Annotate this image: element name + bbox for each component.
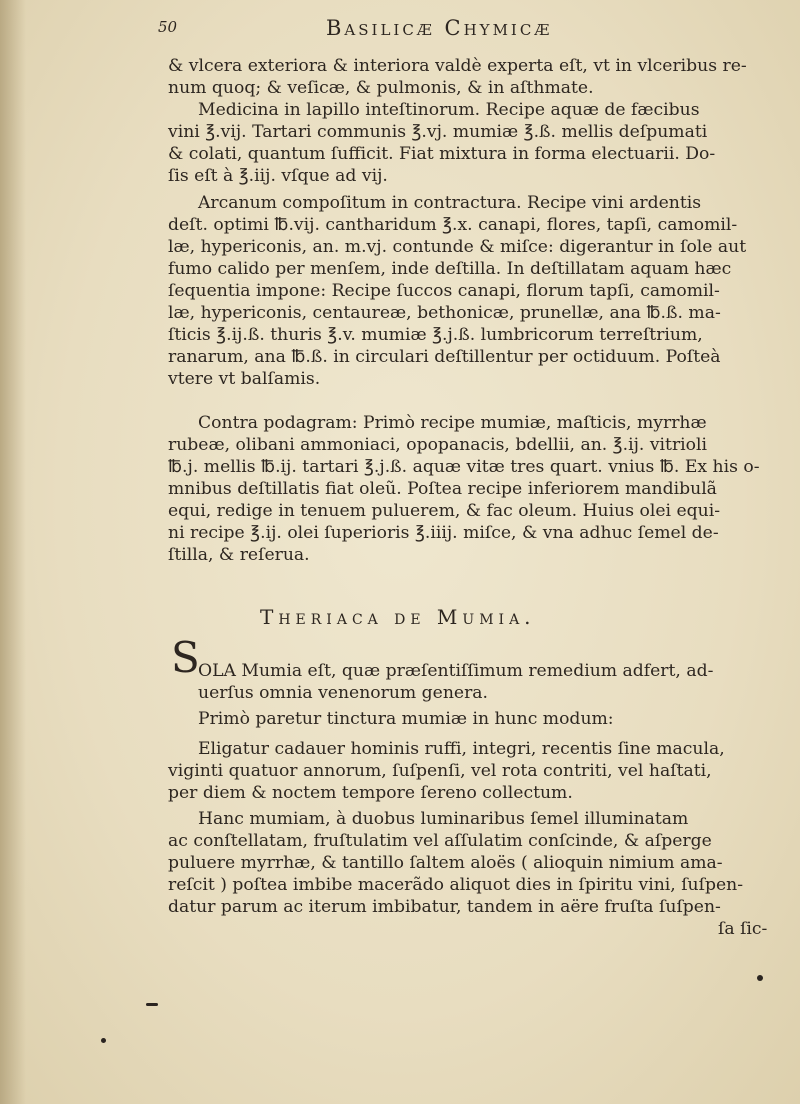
text-line: ac conſtellatam, fruſtulatim vel aſſulatim conſcinde, & aſperge — [168, 831, 712, 851]
drop-cap: S — [171, 633, 200, 682]
section-title: Theriaca de Mumia. — [260, 605, 536, 629]
text-line: Contra podagram: Primò recipe mumiæ, maſticis, myrrhæ — [198, 413, 707, 433]
text-line: & colati, quantum ſufficit. Fiat mixtura in forma electuarii. Do- — [168, 144, 716, 164]
text-line: per diem & noctem tempore ſereno collectum. — [168, 783, 573, 803]
text-line: Hanc mumiam, à duobus luminaribus ſemel illuminatam — [198, 809, 689, 829]
ink-spot — [146, 1003, 158, 1006]
text-line: ranarum, ana ℔.ß. in circulari deſtillentur per octiduum. Poſteà — [168, 347, 721, 367]
text-line: mnibus deſtillatis fiat oleũ. Poſtea recipe inferiorem mandibulã — [168, 479, 717, 499]
text-line: uerſus omnia venenorum genera. — [198, 683, 489, 703]
text-line: rubeæ, olibani ammoniaci, opopanacis, bdellii, an. ℥.ij. vitrioli — [168, 435, 707, 455]
text-line: datur parum ac iterum imbibatur, tandem in aëre fruſta ſuſpen- — [168, 897, 721, 917]
text-line: ſis eſt à ℥.iij. vſque ad vij. — [168, 166, 388, 186]
text-line: equi, redige in tenuem puluerem, & fac oleum. Huius olei equi- — [168, 501, 720, 521]
ink-spot — [757, 975, 763, 981]
text-line: deſt. optimi ℔.vij. cantharidum ℥.x. canapi, flores, tapſi, camomil- — [168, 215, 738, 235]
running-head: Basilicæ Chymicæ — [326, 16, 553, 40]
text-line: reſcit ) poſtea imbibe macerãdo aliquot dies in ſpiritu vini, ſuſpen- — [168, 875, 744, 895]
text-line: puluere myrrhæ, & tantillo ſaltem aloës ( alioquin nimium ama- — [168, 853, 723, 873]
text-line: num quoq; & veſicæ, & pulmonis, & in aſthmate. — [168, 78, 594, 98]
text-line: læ, hypericonis, an. m.vj. contunde & miſce: digerantur in ſole aut — [168, 237, 747, 257]
text-line: ſtilla, & reſerua. — [168, 545, 310, 565]
text-line: ſa ſic- — [718, 919, 768, 939]
page-number: 50 — [158, 18, 178, 36]
text-line: Eligatur cadauer hominis ruffi, integri, recentis ſine macula, — [198, 739, 725, 759]
text-line: Arcanum compoſitum in contractura. Recipe vini ardentis — [198, 193, 702, 213]
text-line: Primò paretur tinctura mumiæ in hunc modum: — [198, 709, 614, 729]
text-line: Medicina in lapillo inteſtinorum. Recipe aquæ de fæcibus — [198, 100, 700, 120]
text-line: ſequentia impone: Recipe ſuccos canapi, florum tapſi, camomil- — [168, 281, 720, 301]
text-line: fumo calido per menſem, inde deſtilla. In deſtillatam aquam hæc — [168, 259, 732, 279]
text-line: viginti quatuor annorum, ſuſpenſi, vel rota contriti, vel haſtati, — [168, 761, 712, 781]
text-line: ni recipe ℥.ij. olei ſuperioris ℥.iiij. miſce, & vna adhuc ſemel de- — [168, 523, 719, 543]
text-line: OLA Mumia eſt, quæ præſentiſſimum remedium adfert, ad- — [198, 661, 714, 681]
text-line: ſticis ℥.ij.ß. thuris ℥.v. mumiæ ℥.j.ß. lumbricorum terreſtrium, — [168, 325, 703, 345]
text-line: vini ℥.vij. Tartari communis ℥.vj. mumiæ ℥.ß. mellis deſpumati — [168, 122, 708, 142]
text-line: vtere vt balſamis. — [168, 369, 321, 389]
text-line: læ, hypericonis, centaureæ, bethonicæ, prunellæ, ana ℔.ß. ma- — [168, 303, 721, 323]
ink-spot — [101, 1038, 106, 1043]
text-line: & vlcera exteriora & interiora valdè experta eſt, vt in vlceribus re- — [168, 56, 747, 76]
text-line: ℔.j. mellis ℔.ij. tartari ℥.j.ß. aquæ vitæ tres quart. vnius ℔. Ex his o- — [168, 457, 760, 477]
